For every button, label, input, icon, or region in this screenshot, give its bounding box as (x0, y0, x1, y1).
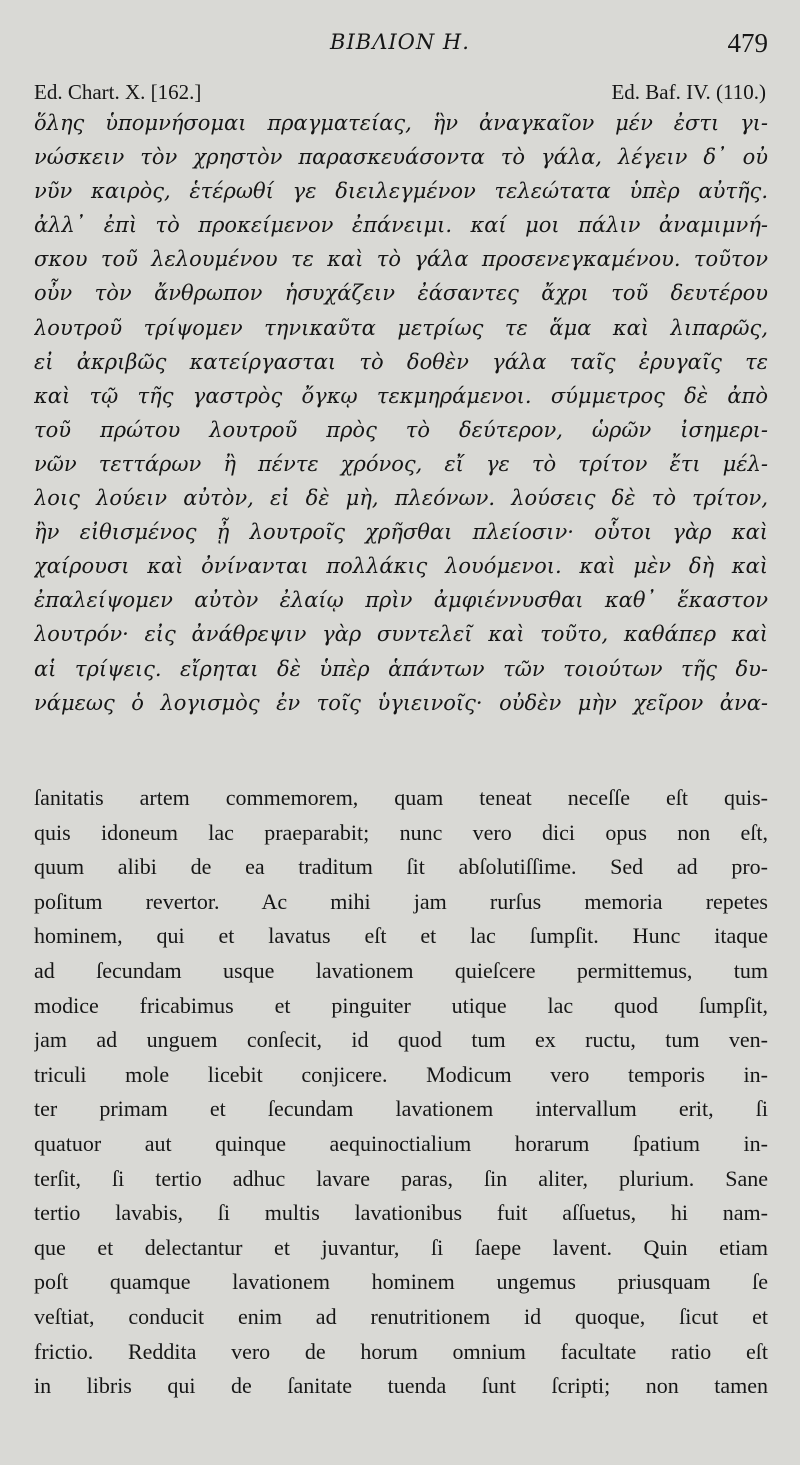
latin-text-line: in libris qui de ſanitate tuenda ſunt ſcripti; non tamen (34, 1373, 768, 1399)
latin-text-line: tertio lavabis, ſi multis lavationibus fuit aſſuetus, hi nam- (34, 1200, 768, 1226)
greek-text-line: λουτροῦ τρίψομεν τηνικαῦτα μετρίως τε ἅμα καὶ λιπαρῶς, (34, 315, 768, 340)
greek-text-line: ὅλης ὑπομνήσομαι πραγματείας, ἣν ἀναγκαῖον μέν ἐστι γι- (34, 111, 768, 135)
latin-text-line: triculi mole licebit conjicere. Modicum vero temporis in- (34, 1061, 768, 1087)
latin-text-line: frictio. Reddita vero de horum omnium facultate ratio eſt (34, 1338, 768, 1364)
running-head-title: ΒΙΒΛΙΟΝ Η. (330, 30, 470, 54)
greek-text-block (34, 106, 768, 720)
latin-text-line: poſitum revertor. Ac mihi jam rurſus memoria repetes (34, 888, 768, 914)
greek-text-line: ἢν εἰθισμένος ᾖ λουτροῖς χρῆσθαι πλείοσιν· οὗτοι γὰρ καὶ (34, 520, 768, 545)
greek-text-line: σκου τοῦ λελουμένου τε καὶ τὸ γάλα προσενεγκαμένου. τοῦτον (34, 247, 768, 272)
greek-text-line: λουτρόν· εἰς ἀνάθρεψιν γὰρ συντελεῖ καὶ τοῦτο, καθάπερ καὶ (34, 622, 768, 647)
latin-text-line: hominem, qui et lavatus eſt et lac ſumpſit. Hunc itaque (34, 923, 768, 949)
greek-text-line: νῶν τεττάρων ἢ πέντε χρόνος, εἴ γε τὸ τρίτον ἔτι μέλ- (34, 451, 768, 476)
greek-text-line: λοις λούειν αὐτὸν, εἰ δὲ μὴ, πλεόνων. λούσεις δὲ τὸ τρίτον, (34, 486, 768, 511)
latin-text-line: ad ſecundam usque lavationem quieſcere permittemus, tum (34, 957, 768, 983)
latin-text-line: quis idoneum lac praeparabit; nunc vero dici opus non eſt, (34, 819, 768, 845)
latin-text-line: ſanitatis artem commemorem, quam teneat neceſſe eſt quis- (34, 785, 768, 810)
latin-text-line: ter primam et ſecundam lavationem intervallum erit, ſi (34, 1096, 768, 1122)
greek-text-line: καὶ τῷ τῆς γαστρὸς ὄγκῳ τεκμηράμενοι. σύμμετρος δὲ ἀπὸ (34, 383, 768, 408)
latin-text-line: quum alibi de ea traditum ſit abſolutiſſime. Sed ad pro- (34, 854, 768, 880)
greek-text-line: νῦν καιρὸς, ἑτέρωθί γε διειλεγμένον τελεώτατα ὑπὲρ αὐτῆς. (34, 179, 768, 204)
greek-text-line: αἱ τρίψεις. εἴρηται δὲ ὑπὲρ ἁπάντων τῶν τοιούτων τῆς δυ- (34, 656, 768, 681)
latin-text-line: modice fricabimus et pinguiter utique lac quod ſumpſit, (34, 992, 768, 1018)
greek-text-line: χαίρουσι καὶ ὀνίνανται πολλάκις λουόμενοι. καὶ μὲν δὴ καὶ (34, 554, 768, 579)
edition-reference-right: Ed. Baf. IV. (110.) (611, 80, 766, 104)
latin-text-line: jam ad unguem conſecit, id quod tum ex ructu, tum ven- (34, 1027, 768, 1053)
greek-text-line: οὖν τὸν ἄνθρωπον ἡσυχάζειν ἐάσαντες ἄχρι τοῦ δευτέρου (34, 281, 768, 306)
latin-text-line: poſt quamque lavationem hominem ungemus priusquam ſe (34, 1269, 768, 1295)
greek-text-line: εἰ ἀκριβῶς κατείργασται τὸ δοθὲν γάλα ταῖς ἐρυγαῖς τε (34, 349, 768, 374)
greek-text-line: νώσκειν τὸν χρηστὸν παρασκευάσοντα τὸ γάλα, λέγειν δ᾽ οὐ (34, 145, 768, 170)
edition-reference-left: Ed. Chart. X. [162.] (34, 80, 202, 104)
greek-text-line: τοῦ πρώτου λουτροῦ πρὸς τὸ δεύτερον, ὡρῶν ἰσημερι- (34, 417, 768, 442)
latin-text-line: que et delectantur et juvantur, ſi ſaepe lavent. Quin etiam (34, 1234, 768, 1260)
greek-text-line: ἀλλ᾽ ἐπὶ τὸ προκείμενον ἐπάνειμι. καί μοι πάλιν ἀναμιμνή- (34, 213, 768, 238)
page-number: 479 (727, 28, 768, 58)
latin-text-line: quatuor aut quinque aequinoctialium horarum ſpatium in- (34, 1130, 768, 1156)
latin-text-line: terſit, ſi tertio adhuc lavare paras, ſin aliter, plurium. Sane (34, 1165, 768, 1191)
latin-text-line: veſtiat, conducit enim ad renutritionem id quoque, ſicut et (34, 1303, 768, 1329)
greek-text-line: νάμεως ὁ λογισμὸς ἐν τοῖς ὑγιεινοῖς· οὐδὲν μὴν χεῖρον ἀνα- (34, 690, 768, 715)
latin-text-block (34, 781, 768, 1404)
greek-text-line: ἐπαλείψομεν αὐτὸν ἐλαίῳ πρὶν ἀμφιέννυσθαι καθ᾽ ἕκαστον (34, 588, 768, 613)
